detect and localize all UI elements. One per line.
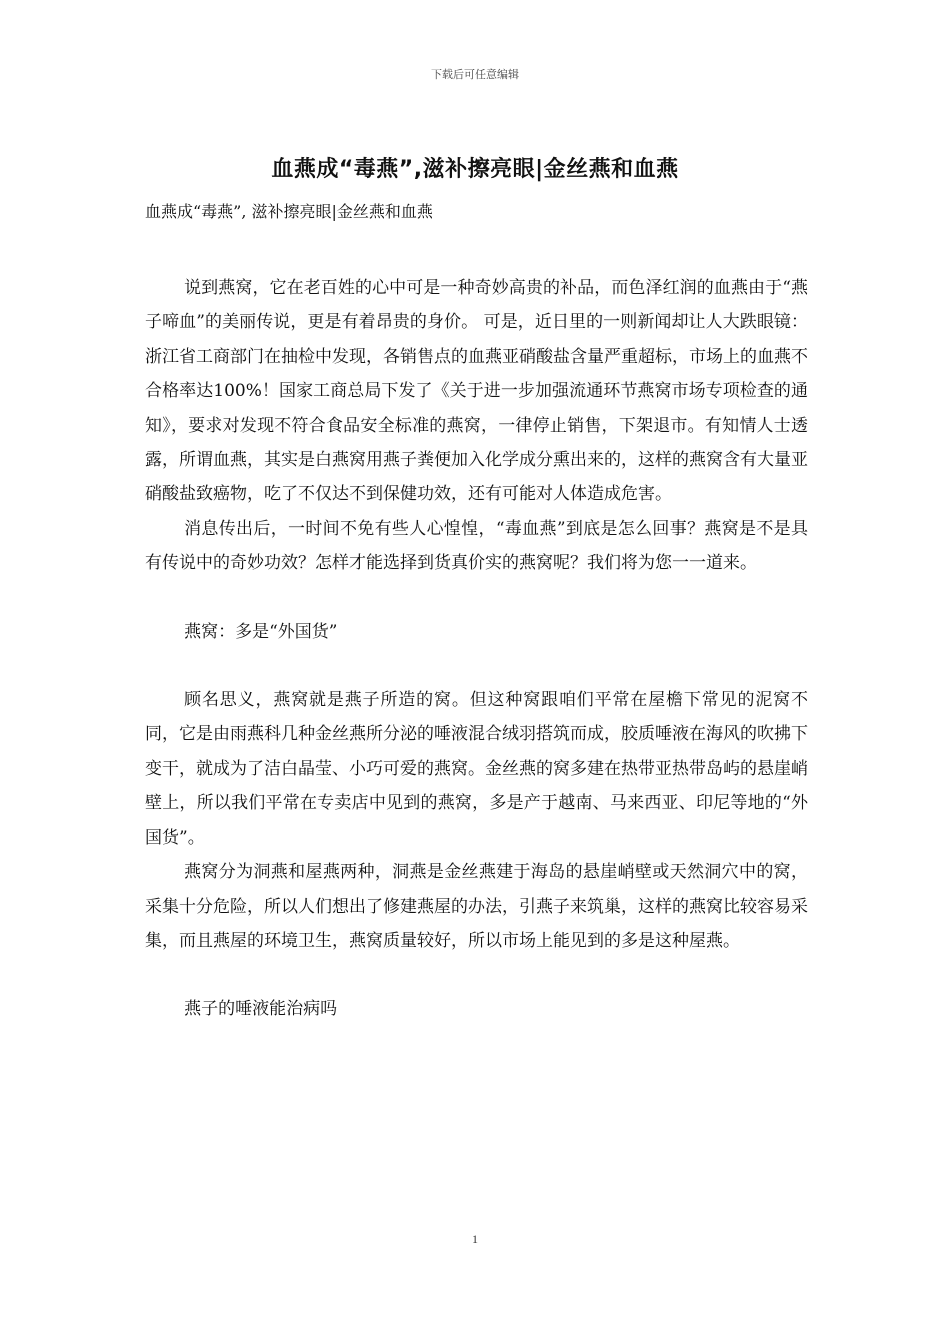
- page-number: 1: [472, 1232, 478, 1246]
- paragraph-definition: 顾名思义，燕窝就是燕子所造的窝。但这种窝跟咱们平常在屋檐下常见的泥窝不同，它是由雨燕科几种金丝燕所分泌的唾液混合绒羽搭筑而成，胶质唾液在海风的吹拂下变干，就成为了洁白晶莹、小巧可爱的燕窝。金丝燕的窝多建在热带亚热带岛屿的悬崖峭壁上，所以我们平常在专卖店中见到的燕窝，多是产于越南、马来西亚、印尼等地的“外国货”。: [145, 690, 808, 848]
- paragraph-question: 消息传出后，一时间不免有些人心惶惶，“毒血燕”到底是怎么回事？燕窝是不是具有传说中的奇妙功效？怎样才能选择到货真价实的燕窝呢？我们将为您一一道来。: [145, 518, 808, 574]
- paragraph-gap: [145, 958, 808, 992]
- document-body: [145, 271, 808, 1027]
- section-heading-saliva: 燕子的唾液能治病吗: [184, 999, 338, 1020]
- paragraph-types: 燕窝分为洞燕和屋燕两种，洞燕是金丝燕建于海岛的悬崖峭壁或天然洞穴中的窝，采集十分危险，所以人们想出了修建燕屋的办法，引燕子来筑巢，这样的燕窝比较容易采集，而且燕屋的环境卫生，燕窝质量较好，所以市场上能见到的多是这种屋燕。: [145, 862, 808, 951]
- document-subtitle: 血燕成“毒燕”, 滋补擦亮眼|金丝燕和血燕: [145, 202, 433, 221]
- paragraph-intro: 说到燕窝，它在老百姓的心中可是一种奇妙高贵的补品，而色泽红润的血燕由于“燕子啼血”的美丽传说，更是有着昂贵的身价。 可是，近日里的一则新闻却让人大跌眼镜：浙江省工商部门在抽检中发现，各销售点的血燕亚硝酸盐含量严重超标，市场上的血燕不合格率达100%！国家工商总局下发了《关于进一步加强流通环节燕窝市场专项检查的通知》，要求对发现不符合食品安全标准的燕窝，一律停止销售，下架退市。有知情人士透露，所谓血燕，其实是白燕窝用燕子粪便加入化学成分熏出来的，这样的燕窝含有大量亚硝酸盐致癌物，吃了不仅达不到保健功效，还有可能对人体造成危害。: [145, 278, 808, 505]
- page-header-note: 下载后可任意编辑: [431, 68, 519, 81]
- document-title: 血燕成“毒燕”,滋补擦亮眼|金丝燕和血燕: [271, 157, 679, 182]
- paragraph-gap: [145, 649, 808, 683]
- section-heading-foreign: 燕窝：多是“外国货”: [184, 621, 338, 642]
- paragraph-gap: [145, 581, 808, 615]
